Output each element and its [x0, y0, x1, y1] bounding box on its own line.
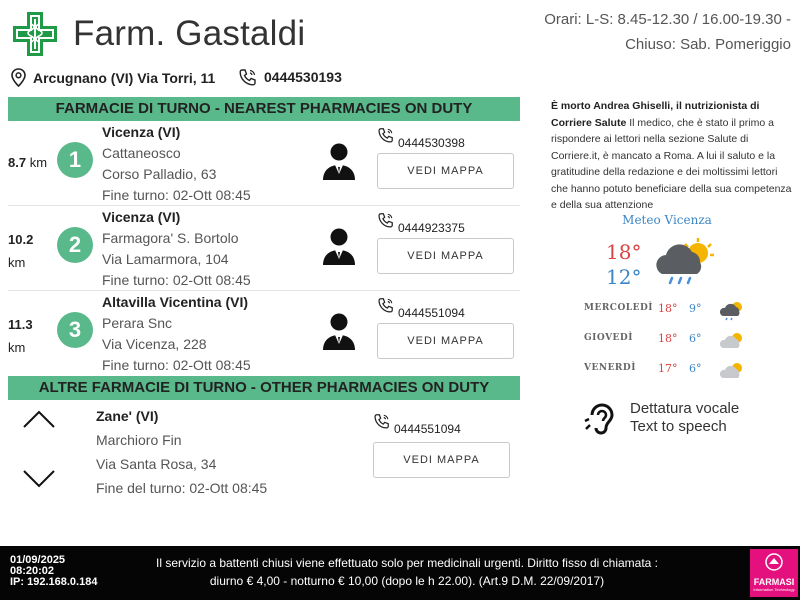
- weather-title: Meteo Vicenza: [622, 213, 712, 227]
- phone-number: 0444530398: [398, 136, 465, 150]
- chevron-up-icon[interactable]: [22, 408, 56, 430]
- location-pin-icon: [10, 68, 27, 87]
- other-pharmacies-section-header: ALTRE FARMACIE DI TURNO - OTHER PHARMACIES ON DUTY: [8, 376, 520, 400]
- pharmacy-address: [10, 68, 215, 87]
- forecast-min: 9°: [689, 302, 702, 315]
- today-min-temp: 12°: [606, 265, 642, 289]
- distance: 8.7 km: [8, 155, 48, 170]
- forecast-min: 6°: [689, 332, 702, 345]
- forecast-day: MERCOLEDÌ: [584, 303, 654, 313]
- pharmacist-icon: [321, 141, 357, 181]
- pharmacy-title: Cattaneosco: [102, 145, 181, 161]
- chevron-down-icon[interactable]: [22, 468, 56, 490]
- forecast-day: GIOVEDÌ: [584, 333, 633, 343]
- pharmacy-street: Corso Palladio, 63: [102, 166, 217, 182]
- shift-end: Fine turno: 02-Ott 08:45: [102, 357, 251, 373]
- cloud-sun-icon: [719, 329, 745, 351]
- pharmacy-city: Zane' (VI): [96, 408, 159, 424]
- pharmacy-row: [8, 206, 520, 291]
- cloud-sun-rain-icon: [719, 299, 745, 321]
- phone-number: 0444923375: [398, 221, 465, 235]
- pharmacy-phone[interactable]: [377, 127, 465, 150]
- pharmacy-city: Altavilla Vicentina (VI): [102, 294, 249, 310]
- pharmacy-title: Marchioro Fin: [96, 432, 182, 448]
- farmasi-emblem-icon: [764, 552, 784, 572]
- view-map-button[interactable]: VEDI MAPPA: [373, 442, 510, 478]
- view-map-button[interactable]: VEDI MAPPA: [377, 153, 514, 189]
- rank-badge: 1: [57, 142, 93, 178]
- text-to-speech-button[interactable]: [582, 399, 739, 437]
- tts-label: Dettatura vocale Text to speech: [630, 400, 740, 435]
- pharmacy-info: [96, 404, 267, 500]
- phone-number: 0444530193: [264, 69, 342, 85]
- address-text: Arcugnano (VI) Via Torri, 11: [33, 69, 216, 86]
- pharmacy-row: [8, 291, 520, 376]
- forecast-row: [584, 359, 784, 383]
- pharmacy-info: [102, 292, 251, 376]
- cloud-sun-icon: [719, 359, 745, 381]
- other-pharmacy-card: [8, 400, 520, 500]
- pharmacist-icon: [321, 226, 357, 266]
- forecast-row: [584, 329, 784, 353]
- forecast-max: 17°: [658, 362, 678, 375]
- pharmacy-phone[interactable]: [238, 68, 342, 86]
- pharmacy-info: [102, 207, 251, 291]
- pharmacy-info: [102, 122, 251, 206]
- distance: 11.3 km: [8, 317, 33, 355]
- shift-end: Fine turno: 02-Ott 08:45: [102, 187, 251, 203]
- closing-note: Chiuso: Sab. Pomeriggio: [625, 36, 791, 53]
- phone-icon: [238, 68, 258, 86]
- pharmacy-street: Via Vicenza, 228: [102, 336, 207, 352]
- pharmacy-phone[interactable]: [377, 297, 465, 320]
- forecast-max: 18°: [658, 332, 678, 345]
- cloud-sun-rain-icon: [652, 236, 716, 286]
- distance: 10.2 km: [8, 232, 34, 270]
- today-max-temp: 18°: [606, 240, 642, 264]
- footer-bar: [0, 546, 800, 600]
- phone-number: 0444551094: [398, 306, 465, 320]
- phone-icon: [373, 413, 391, 429]
- pharmacy-city: Vicenza (VI): [102, 209, 181, 225]
- shift-end: Fine turno: 02-Ott 08:45: [102, 272, 251, 288]
- forecast-min: 6°: [689, 362, 702, 375]
- pharmacy-city: Vicenza (VI): [102, 124, 181, 140]
- shift-end: Fine del turno: 02-Ott 08:45: [96, 480, 268, 496]
- opening-hours: Orari: L-S: 8.45-12.30 / 16.00-19.30 -: [544, 11, 791, 28]
- pharmacy-phone[interactable]: [377, 212, 465, 235]
- pharmacy-cross-logo: [11, 10, 59, 58]
- pharmacy-street: Via Santa Rosa, 34: [96, 456, 217, 472]
- phone-icon: [377, 212, 395, 228]
- forecast-day: VENERDÌ: [584, 363, 636, 373]
- service-notice: Il servizio a battenti chiusi viene effettuato solo per medicinali urgenti. Diritto fisso di chiamata : diurno € 4,00 - notturno € 10,00 (dopo le h 22.00). (Art.9 D.M. 22/09/2017): [155, 556, 659, 588]
- rank-badge: 3: [57, 312, 93, 348]
- phone-number: 0444551094: [394, 422, 461, 436]
- news-headline: È morto Andrea Ghiselli, il nutrizionista di Corriere Salute: [551, 100, 760, 129]
- current-date: 01/09/2025: [10, 554, 66, 566]
- pharmacy-street: Via Lamarmora, 104: [102, 251, 229, 267]
- pharmacy-phone[interactable]: [373, 413, 461, 436]
- rank-badge: 2: [57, 227, 93, 263]
- phone-icon: [377, 297, 395, 313]
- forecast-row: [584, 299, 784, 323]
- pharmacy-name: Farm. Gastaldi: [73, 14, 306, 53]
- on-duty-section-header: FARMACIE DI TURNO - NEAREST PHARMACIES ON DUTY: [8, 97, 520, 121]
- pharmacy-title: Farmagora' S. Bortolo: [102, 230, 239, 246]
- ear-icon: [582, 399, 620, 437]
- pharmacy-row: [8, 121, 520, 206]
- current-time: 08:20:02: [10, 565, 55, 577]
- ip-address: IP: 192.168.0.184: [10, 576, 98, 588]
- view-map-button[interactable]: VEDI MAPPA: [377, 238, 514, 274]
- pharmacy-title: Perara Snc: [102, 315, 173, 331]
- farmasi-logo: FARMASI Information Technology: [750, 549, 798, 597]
- news-ticker: [551, 98, 794, 210]
- forecast-max: 18°: [658, 302, 678, 315]
- pharmacist-icon: [321, 311, 357, 351]
- phone-icon: [377, 127, 395, 143]
- news-body: Il medico, che è stato il primo a rispondere ai lettori nella sezione Salute di Corriere.it, è mancato a Roma. A lui il saluto e la gratitudine della redazione e dei moltissimi lettori che hanno potuto beneficiare della sua competenza e della sua attenzione: [551, 116, 792, 210]
- view-map-button[interactable]: VEDI MAPPA: [377, 323, 514, 359]
- footer-info: [10, 555, 97, 588]
